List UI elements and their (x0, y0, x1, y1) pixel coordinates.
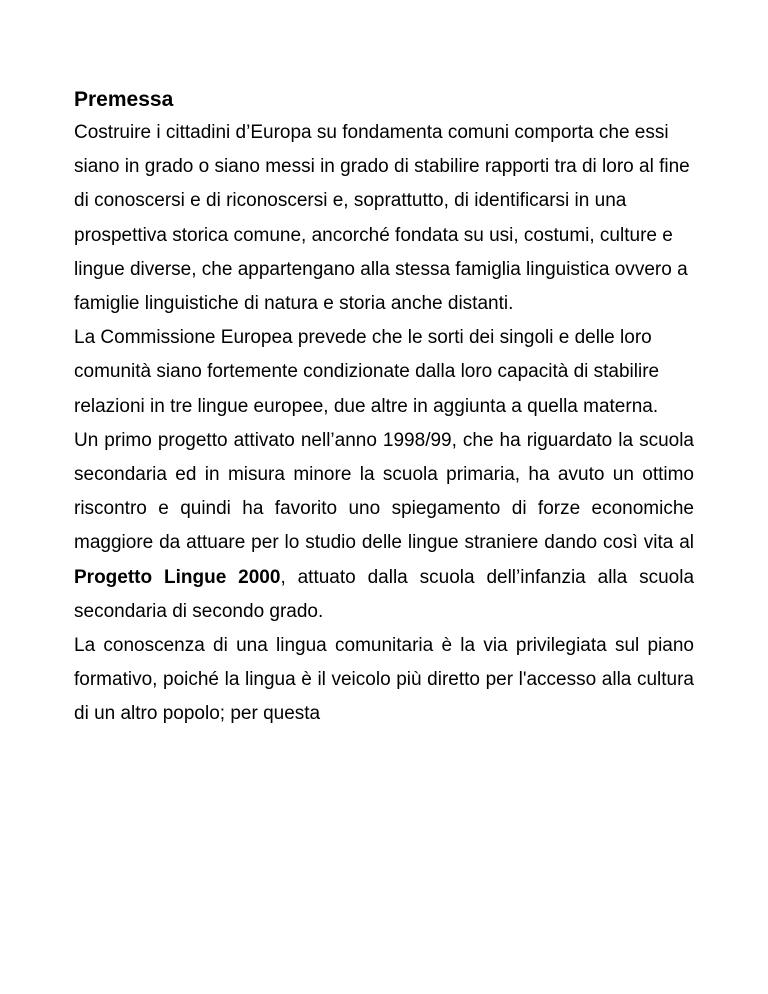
section-heading: Premessa (74, 88, 174, 111)
paragraph-3-text-start: Un primo progetto attivato nell’anno 1998/99, che ha riguardato la scuola secondaria ed in misura minore la scuola primaria, ha avuto un ottimo riscontro e quindi ha favorito uno spiegamento di forze economiche maggiore da attuare per lo studio delle lingue straniere dando così vita al (74, 429, 694, 554)
paragraph-3 (74, 424, 694, 629)
project-name-bold: Progetto Lingue 2000 (74, 566, 281, 588)
paragraph-3-text-end: , attuato dalla scuola dell’infanzia alla scuola secondaria di secondo grado. (74, 566, 695, 622)
paragraph-1: Costruire i cittadini d’Europa su fondamenta comuni comporta che essi siano in grado o siano messi in grado di stabilire rapporti tra di loro al fine di conoscersi e di riconoscersi e, soprattutto, di identificarsi in una prospettiva storica comune, ancorché fondata su usi, costumi, culture e lingue diverse, che appartengano alla stessa famiglia linguistica ovvero a famiglie linguistiche di natura e storia anche distanti. (74, 122, 690, 315)
paragraph-4: La conoscenza di una lingua comunitaria è la via privilegiata sul piano formativo, poiché la lingua è il veicolo più diretto per l'accesso alla cultura di un altro popolo; per questa (74, 635, 694, 725)
paragraph-2: La Commissione Europea prevede che le sorti dei singoli e delle loro comunità siano fortemente condizionate dalla loro capacità di stabilire relazioni in tre lingue europee, due altre in aggiunta a quella materna. (74, 327, 660, 417)
